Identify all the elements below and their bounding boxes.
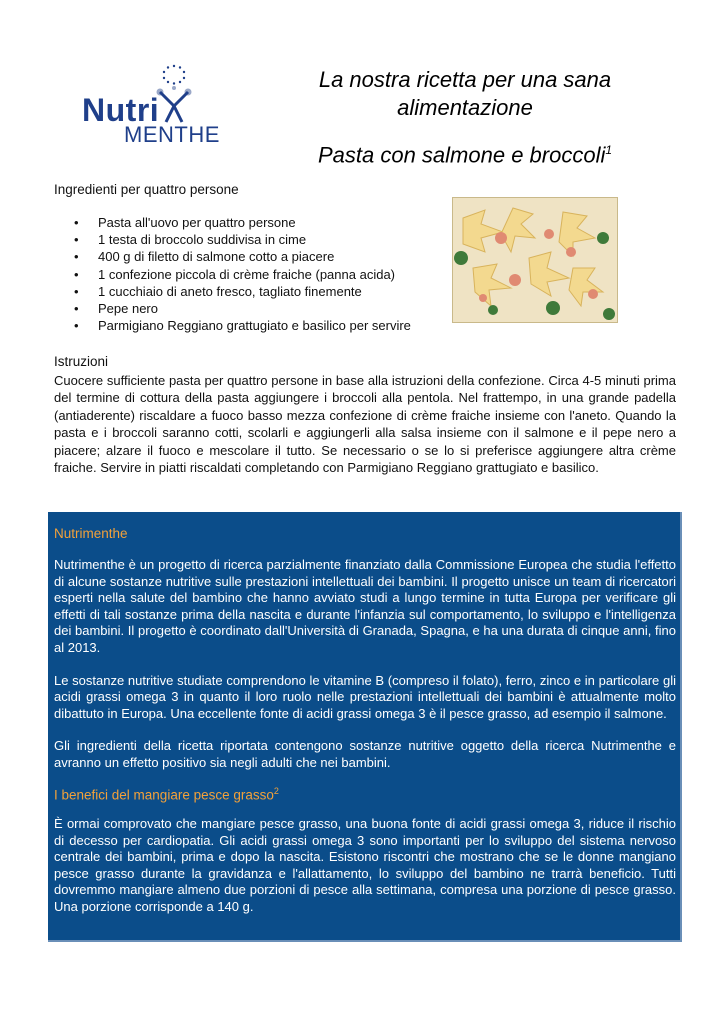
footnote-marker: 2 bbox=[273, 785, 279, 796]
list-item: • 400 g di filetto di salmone cotto a piacere bbox=[54, 248, 411, 265]
instructions-text: Cuocere sufficiente pasta per quattro persone in base alla istruzioni della confezione. Circa 4-5 minuti prima del termine di cottura della pasta aggiungere i broccoli alla pentola. Nel frattempo, in una grande padella (antiaderente) riscaldare a fuoco basso mezza confezione di crème fraiche insieme con l'aneto. Quando la pasta e i broccoli saranno cotti, scolarli e aggiungerli alla salsa insieme con il salmone e il pepe nero a piacere; alzare il fuoco e mescolare il tutto. Se necessario o se lo si preferisce aggiungere altra crème fraiche. Servire in piatti riscaldati completando con Parmigiano Reggiano grattugiato e basilico. bbox=[54, 373, 676, 476]
logo-menthe-text: MENTHE bbox=[124, 122, 220, 147]
person-with-stars-icon bbox=[152, 64, 202, 124]
list-item: • 1 testa di broccolo suddivisa in cime bbox=[54, 231, 411, 248]
pasta-salmon-broccoli-photo bbox=[452, 197, 618, 323]
footnote-marker: 1 bbox=[605, 143, 613, 157]
logo-nutri-text: Nutri bbox=[82, 92, 160, 128]
list-item: • 1 confezione piccola di crème fraiche (panna acida) bbox=[54, 266, 411, 283]
nutrimenthe-paragraph-1: Nutrimenthe è un progetto di ricerca parzialmente finanziato dalla Commissione Europea che studia l'effetto di alcune sostanze nutritive sulle prestazioni intellettuali dei bambini. Il progetto unisce un team di ricercatori esperti nella salute del bambino che hanno avviato studi a lungo termine in tutta Europa per verificare gli effetti di tali sostanze prima della nascita e durante l'infanzia sul comportamento, lo sviluppo e l'intelligenza dei bambini. Il progetto è coordinato dall'Università di Granada, Spagna, e ha una durata di cinque anni, fino al 2013. bbox=[54, 557, 676, 655]
benefits-heading-text: I benefici del mangiare pesce grasso bbox=[54, 787, 274, 803]
page-title: La nostra ricetta per una sana alimentazione bbox=[318, 67, 612, 120]
ingredients-list bbox=[54, 214, 411, 334]
info-box-content bbox=[54, 526, 676, 916]
nutrimenthe-paragraph-3: Gli ingredienti della ricetta riportata contengono sostanze nutritive oggetto della ricerca Nutrimenthe e avranno un effetto positivo sia negli adulti che nei bambini. bbox=[54, 738, 676, 770]
benefits-heading bbox=[54, 786, 676, 803]
ingredients-heading: Ingredienti per quattro persone bbox=[54, 182, 239, 197]
instructions-heading: Istruzioni bbox=[54, 354, 109, 369]
info-box bbox=[48, 512, 682, 942]
list-item: • Pasta all'uovo per quattro persone bbox=[54, 214, 411, 231]
nutrimenthe-paragraph-2: Le sostanze nutritive studiate comprendono le vitamine B (compreso il folato), ferro, zinco e in particolare gli acidi grassi omega 3 in quanto il loro ruolo nelle prestazioni intellettuali dei bambini è attualmente molto dibattuto in Europa. Una eccellente fonte di acidi grassi omega 3 è il pesce grasso, ad esempio il salmone. bbox=[54, 672, 676, 721]
benefits-paragraph: È ormai comprovato che mangiare pesce grasso, una buona fonte di acidi grassi omega 3, riduce il rischio di decesso per cardiopatia. Gli acidi grassi omega 3 sono importanti per lo sviluppo del sistema nervoso centrale dei bambini, prima e dopo la nascita. Esistono riscontri che mostrano che se le donne mangiano pesce grasso durante la gravidanza e l'allattamento, lo sviluppo del bambino ne trarrà beneficio. Tutti dovremmo mangiare almeno due porzioni di pesce alla settimana, compresa una porzione di pesce grasso. Una porzione corrisponde a 140 g. bbox=[54, 816, 676, 914]
list-item: • Parmigiano Reggiano grattugiato e basilico per servire bbox=[54, 317, 411, 334]
recipe-title bbox=[300, 136, 630, 169]
nutrimenthe-heading: Nutrimenthe bbox=[54, 526, 128, 541]
list-item: • 1 cucchiaio di aneto fresco, tagliato finemente bbox=[54, 283, 411, 300]
nutrimenthe-logo bbox=[82, 64, 242, 154]
recipe-title-text: Pasta con salmone e broccoli bbox=[317, 142, 606, 168]
page-titles bbox=[300, 66, 630, 169]
list-item: • Pepe nero bbox=[54, 300, 411, 317]
